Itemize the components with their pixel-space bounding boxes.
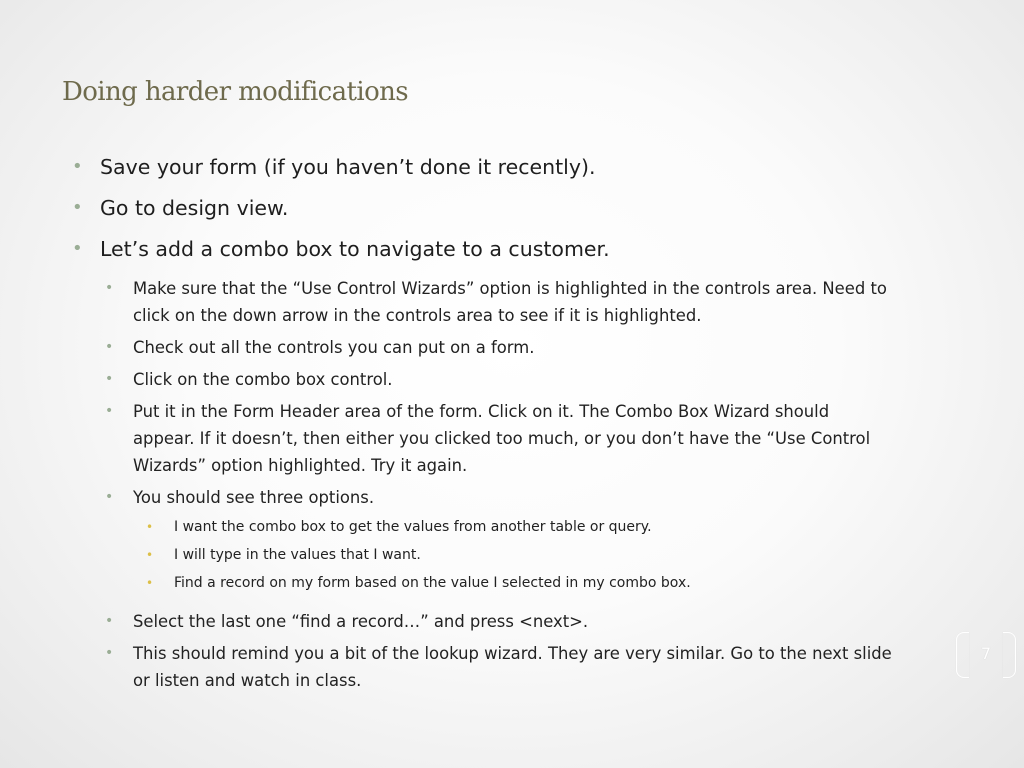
bullet-item: • Go to design view. xyxy=(72,193,892,223)
right-bracket-icon xyxy=(1003,632,1016,678)
sub-sub-bullet-item: • I want the combo box to get the values from another table or query. xyxy=(146,516,892,538)
page-number: 7 xyxy=(980,644,992,663)
slide-title: Doing harder modifications xyxy=(62,77,409,107)
bullet-item: • Let’s add a combo box to navigate to a customer. xyxy=(72,234,892,264)
sub-bullet-item: • Check out all the controls you can put on a form. xyxy=(105,334,892,361)
sub-sub-bullet-item: • Find a record on my form based on the value I selected in my combo box. xyxy=(146,572,892,594)
sub-bullet-item: • Click on the combo box control. xyxy=(105,366,892,393)
sub-bullet-item: • Make sure that the “Use Control Wizards” option is highlighted in the controls area. Need to click on the down arrow in the controls area to see if it is highlighted. xyxy=(105,275,892,329)
bullet-list xyxy=(72,152,892,699)
sub-bullet-item: • This should remind you a bit of the lookup wizard. They are very similar. Go to the next slide or listen and watch in class. xyxy=(105,640,892,694)
sub-bullet-item: • Put it in the Form Header area of the form. Click on it. The Combo Box Wizard should appear. If it doesn’t, then either you clicked too much, or you don’t have the “Use Control Wizards” option highlighted. Try it again. xyxy=(105,398,892,479)
sub-bullet-item: • Select the last one “find a record…” and press <next>. xyxy=(105,608,892,635)
sub-bullet-item: • You should see three options. xyxy=(105,484,892,511)
bullet-item: • Save your form (if you haven’t done it recently). xyxy=(72,152,892,182)
sub-sub-bullet-item: • I will type in the values that I want. xyxy=(146,544,892,566)
page-number-badge xyxy=(956,632,1016,678)
